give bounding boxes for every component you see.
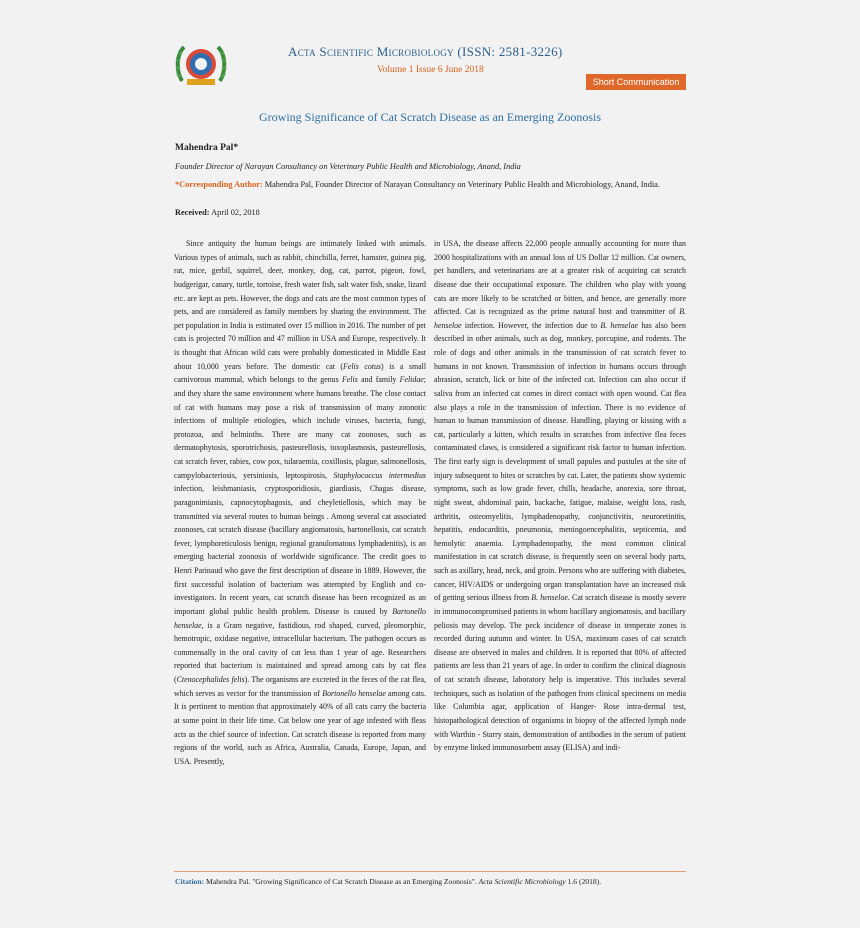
received-label: Received: [175,208,210,217]
body-left_column-segment: ; and they share the same environment where humans breathe. The close contact of cat with humans may pose a risk of transmission of many zoonotic infections of multiple etiologies, which include viruses, bacteria, fungi, protozoa, and helminths. There are many cat zoonoses, such as dermatophytosis, sporotrichosis, pasteurellosis, toxoplasmosis, pasteurellosis, cat scratch fever, rabies, cow pox, tularaemia, coxillosis, plague, salmonellosis, campylobacteriosis, yersiniosis, leptospirosis, [174,375,426,480]
citation-label: Citation: [175,877,205,886]
citation-journal: Acta Scientific Microbiology [478,877,566,886]
body-left_column-segment: Felidae [399,375,424,385]
body-paragraph-left [174,237,426,768]
body-right_column-segment: B. henseloe [531,593,568,603]
body-paragraph-right [434,237,686,755]
body-left_column-segment: infection, leishmaniasis, cryptosporidiosis, giardiasis, Chagas disease, paragonimiasis, capnocytophagosis, and cheyletiellosis, which may be transmitted via several routes to human beings . Among several cat associated zoonoses, cat scratch disease (bacillary angiomatosis, bartonellosis, cat scratch fever, lymphoreticulosis benign, regional granulomatous lymphadenitis), is an emerging bacterial zoonosis of worldwide significance. The credit goes to Henri Parinaud who gave the first description of disease in 1889. However, the first successful isolation of bacterium was attempted by English and co-investigators. In recent years, cat scratch disease has been recognized as an important global public health problem. Disease is caused by [174,484,426,616]
body-left_column-segment: Felis cotus [343,361,381,371]
body-left_column-segment: ). The organisms are excreted in the feces of the cat flea, which serves as vector for the transmission of [174,675,426,698]
footer-divider [174,871,686,872]
citation-tail: 1.6 (2018). [565,877,602,886]
author-affiliation: Founder Director of Narayan Consultancy on Veterinary Public Health and Microbiology, Anand, India [175,162,521,171]
body-right_column-segment: in USA, the disease affects 22,000 people annually accounting for more than 2000 hospitalizations with an annual loss of US Dollar 12 million. Cat owners, pet handlers, and veterinarians are at a greater risk of acquiring cat scratch disease due their occupational exposure. The children who play with young cats are more likely to be scratched or bitten, and hence, are generally more affected. Cat is recognized as the prime natural host and transmitter of [434,239,686,317]
body-right_column-segment: has also been described in other animals, such as dog, monkey, porcupine, and rodents. The role of dogs and other animals in the transmission of cat scratch fever to humans in not known. Transmission of infection in humans occurs through abrasion, scratch, lick or bite of the infected cat. Infection can also occur if saliva from an infected cat comes in direct contact with open wound. Cat flea also plays a role in the transmission of infection. There is no evidence of human to human transmission of disease. Handling, playing or kissing with a cat, particularly a kitten, which results in scratches from infective flea feces contaminated claws, is considered a significant risk factor to human infection. The first early sign is development of small papules and pustules at the site of injury subsequent to bites or scratches by cat. Later, the patients show systemic symptoms, such as low grade fever, chills, headache, anorexia, sore throat, night sweat, abdominal pain, backache, fatigue, malaise, weight loss, rash, arthritis, osteomyelitis, lymphadenopathy, conjunctivitis, neuroretinitis, hepatitis, endocarditis, pneumonia, meningoencephalitis, septicemia, and hemolytic anaemia. Lymphadenopathy, the most common clinical manifestation in cat scratch disease, is frequently seen on several body parts, such as axillary, head, neck, and groin. Persons who are suffering with diabetes, cancer, HIV/AIDS or undergoing organ transplantation have an increased risk of getting serious illness from [434,320,687,603]
journal-logo-icon [175,41,227,90]
body-right_column-segment: infection. However, the infection due to [461,320,601,330]
body-left_column-segment: Staphylococcus intermedius [333,470,426,480]
author-name: Mahendra Pal* [175,143,239,153]
citation-text: Mahendra Pal. "Growing Significance of Cat Scratch Disease as an Emerging Zoonosis". [204,877,479,886]
received-value: April 02, 2018 [209,208,260,217]
body-left_column-segment: Ctenocephalides felis [176,675,245,684]
body-right_column-segment: . Cat scratch disease is mostly severe in immunocompromised patients in whom bacillary angiomatosis, and bacillary peliosis may develop. The peck incidence of disease in temperate zones is recorded during autumn and winter. In USA, maximum cases of cat scratch disease are observed in males and children. It is reported that 80% of affected patients are less than 21 years of age. In order to confirm the clinical diagnosis of cat scratch disease, laboratory help is imperative. This includes several techniques, such as isolation of the pathogen from clinical specimens on media like Columbia agar, application of Hanger- Rose intra-dermal test, histopathological detection of organisms in biopsy of the affected lymph node with Warthin - Starry stain, demonstration of antibodies in the serum of patient by enzyme linked immunosorbent assay (ELISA) and indi- [434,593,686,753]
body-left_column-segment: among cats. It is pertinent to mention that approximately 40% of all cats carry the bacteria at some point in their life time. Cat below one year of age infested with fleas acts as the chief source of infection. Cat scratch disease is reported from many regions of the world, such as Africa, Australia, Canada, Europe, Japan, and USA. Presently, [174,688,426,766]
volume-issue: Volume 1 Issue 6 June 2018 [377,65,484,75]
body-left_column-segment: ) is a small carnivorous mammal, which belongs to the genus [174,361,427,385]
article-type-badge: Short Communication [586,74,686,90]
body-left_column-segment: Since antiquity the human beings are intimately linked with animals. Various types of animals, such as rabbit, chinchilla, ferret, hamster, guinea pig, rat, mice, gerbil, squirrel, deer, monkey, dog, cat, parrot, pigeon, fowl, budgerigar, canary, turtle, tortoise, fresh water fish, salt water fish, snake, lizard etc. are kept as pets. However, the dogs and cats are the most common types of pets, and are considered as family members by sharing the environment. The pet population in India is estimated over 15 million in 2016. The number of pet cats is projected 70 million and 47 million in USA and Europe, respectively. It is thought that African wild cats were probably domesticated in Middle East about 10,000 years before. The domestic cat ( [174,239,426,371]
body-left_column-segment: Felis [341,375,358,385]
body-left_column-segment: and family [357,375,400,385]
corresponding-label: *Corresponding Author: [175,180,263,189]
citation [175,877,601,886]
body-right_column-segment: B. henselae [600,320,639,330]
body-left_column-segment: , is a Gram negative, fastidious, rod shaped, curved, pleomorphic, hemotropic, oxidase negative, intracellular bacterium. The pathogen occurs as commensally in the oral cavity of cat less than 1 year of age. Researchers reported that bacterium is maintained and spread among cats by cat flea ( [174,620,426,684]
received-date [175,208,260,217]
corresponding-author [175,178,675,192]
journal-title: Acta Scientific Microbiology (ISSN: 2581-3226) [288,44,563,59]
body-left_column-segment: Bortonello henselae [322,688,386,698]
corresponding-text: Mahendra Pal, Founder Director of Narayan Consultancy on Veterinary Public Health and Microbiology, Anand, India. [262,180,660,189]
body-left_column-segment: Bartonello henselae [174,606,426,630]
article-title: Growing Significance of Cat Scratch Disease as an Emerging Zoonosis [258,110,602,124]
body-column-left [174,237,426,768]
body-right_column-segment: B. henseloe [434,307,686,330]
body-column-right [434,237,686,755]
